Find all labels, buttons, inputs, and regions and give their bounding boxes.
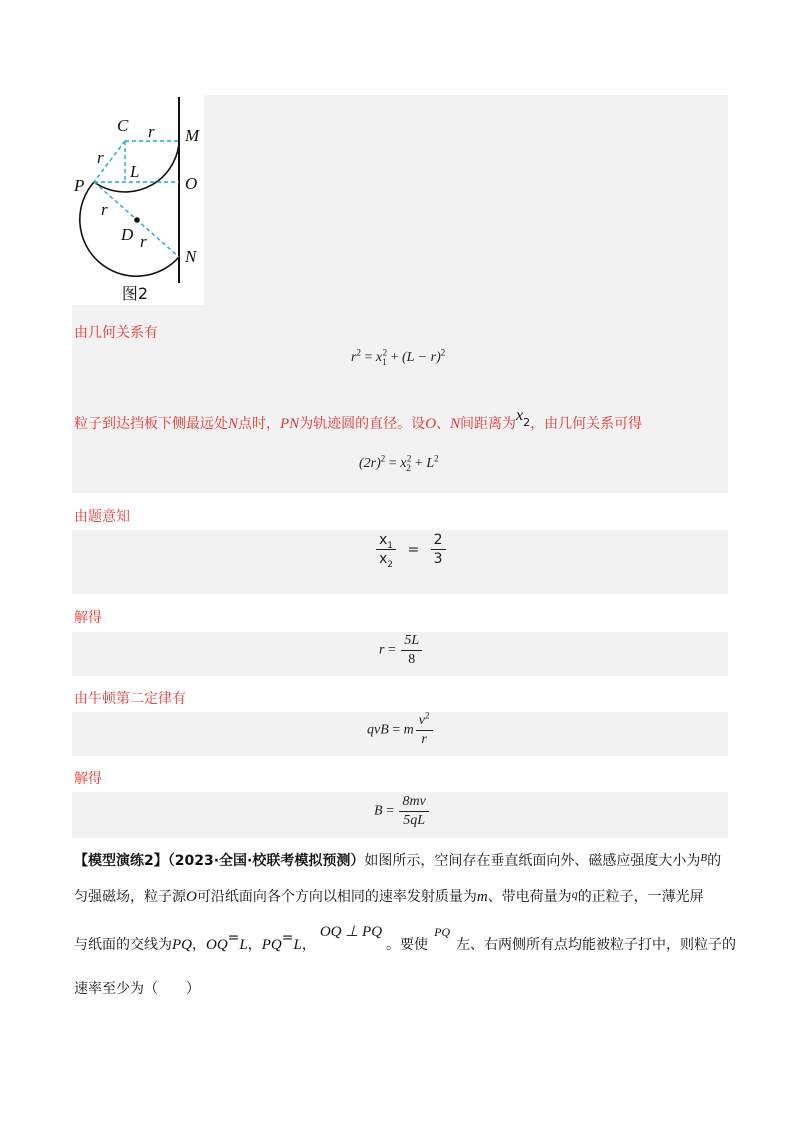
- problem-line-1: 【模型演练2】（2023·全国·校联考模拟预测）如图所示，空间存在垂直纸面向外、磁感应强度大小为$^B$的: [74, 852, 722, 869]
- figure-2: [72, 95, 204, 305]
- label-c: C: [117, 116, 129, 135]
- label-l: L: [130, 162, 140, 181]
- label-r-top: r: [148, 122, 155, 141]
- equation-2: $(2r)^2 = x_2^2 + L^2$: [359, 453, 439, 473]
- topic-text: 由题意知: [74, 509, 130, 525]
- label-m: M: [185, 126, 200, 145]
- equation-3: $\frac{x_1}{x_2}$ = $\frac{2}{3}$: [374, 532, 448, 567]
- solve-text-1: 解得: [74, 610, 102, 626]
- equation-6: B = $\frac{8mv}{5qL}$: [374, 794, 431, 829]
- problem-line-3: 与纸面的交线为PQ，OQ=L，PQ=L，OQ ⊥ PQ。要使PQ左、右两侧所有点均能被粒子打中，则粒子的: [74, 924, 737, 953]
- center-d-dot: [134, 217, 140, 223]
- problem-line-2: 匀强磁场，粒子源O可沿纸面向各个方向以相同的速率发射质量为m、带电荷量为q的正粒子，一薄光屏: [74, 887, 704, 905]
- shaded-block-1: [204, 95, 728, 305]
- equation-4: r = $\frac{5L}{8}$: [379, 633, 424, 668]
- x1-over-x2: $\frac{x_1}{x_2}$: [376, 532, 396, 567]
- label-r-left: r: [97, 148, 104, 167]
- label-p: P: [74, 176, 85, 195]
- geometry-text: 由几何关系有: [74, 325, 158, 341]
- label-r-low: r: [140, 232, 147, 251]
- label-r-mid: r: [101, 200, 108, 219]
- equation-5: qvB = m $\frac{v^2}{r}$: [367, 713, 435, 748]
- n-point-text: 粒子到达挡板下侧最远处N点时，PN为轨迹圆的直径。设O、N间距离为$x_2$，由几何关系可得: [74, 407, 643, 432]
- trajectory-diagram: [72, 95, 204, 305]
- label-o: O: [185, 174, 198, 193]
- dashed-lines: [94, 141, 179, 257]
- figure-caption: 图2: [121, 284, 149, 303]
- two-thirds: $\frac{2}{3}$: [431, 532, 446, 567]
- problem-line-4: 速率至少为（ ）: [74, 981, 200, 997]
- label-d: D: [121, 225, 134, 244]
- newton-text: 由牛顿第二定律有: [74, 691, 186, 707]
- label-n: N: [185, 247, 197, 266]
- equation-1: $r^2 = x_1^2 + (L - r)^2$: [351, 347, 446, 367]
- solve-text-2: 解得: [74, 771, 102, 787]
